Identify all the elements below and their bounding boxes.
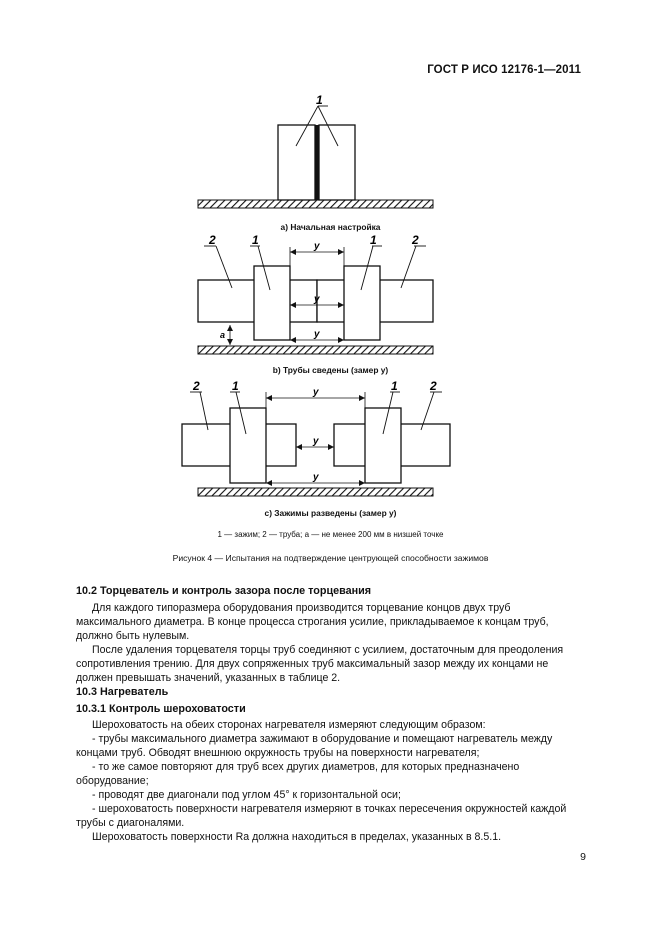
list-item: - шероховатость поверхности нагревателя измеряют в точках пересечения окружностей каждой трубы с диагоналями.: [76, 803, 567, 830]
heading-10-2: 10.2 Торцеватель и контроль зазора после торцевания: [76, 585, 372, 597]
label-gap: y: [314, 241, 320, 252]
label-gap: y: [313, 472, 319, 483]
panel-c-clamps-separated: [182, 379, 450, 496]
list-item: - то же самое повторяют для труб всех других диаметров, для которых предназначено оборудование;: [76, 761, 520, 788]
label-gap: y: [314, 329, 320, 340]
label-clamp: 1: [252, 233, 259, 247]
panel-b-pipes-joined: [198, 233, 433, 354]
list-item: - проводят две диагонали под углом 45° к горизонтальной оси;: [92, 789, 401, 801]
label-pipe: 2: [430, 379, 437, 393]
panel-a-clamp-left: [278, 125, 315, 200]
list-item: - трубы максимального диаметра зажимают в оборудование и помещают нагреватель между концами труб. Обводят внешнюю окружность трубы на поверхности нагревателя;: [76, 733, 553, 760]
heading-10-3: 10.3 Нагреватель: [76, 686, 169, 698]
panel-a-clamp-right: [319, 125, 355, 200]
label-pipe: 2: [193, 379, 200, 393]
label-gap: y: [313, 387, 319, 398]
label-pipe: 2: [412, 233, 419, 247]
panel-c-base-plate: [198, 488, 433, 496]
heading-10-3-1: 10.3.1 Контроль шероховатости: [76, 703, 246, 715]
panel-c-clamp-left: [230, 408, 266, 483]
label-clamp: 1: [370, 233, 377, 247]
panel-c-clamp-right: [365, 408, 401, 483]
panel-b-clamp-left: [254, 266, 290, 340]
panel-a-initial-setup: [198, 93, 433, 208]
paragraph-10-3-1-closing: Шероховатость поверхности Ra должна находиться в пределах, указанных в 8.5.1.: [92, 831, 502, 843]
panel-a-centre-gap: [315, 125, 319, 200]
label-pipe: 2: [209, 233, 216, 247]
label-clamp: 1: [232, 379, 239, 393]
figure-legend: 1 — зажим; 2 — труба; a — не менее 200 мм в низшей точке: [217, 530, 444, 539]
paragraph-10-2-2: После удаления торцевателя торцы труб соединяют с усилием, достаточным для преодоления сопротивления трению. Для двух сопряженных труб максимальный зазор между их концами не должен превышать значений, указанных в таблице 2.: [76, 644, 564, 685]
caption-panel-b: b) Трубы сведены (замер y): [272, 365, 389, 375]
caption-panel-c: c) Зажимы разведены (замер y): [264, 508, 397, 518]
label-height: a: [220, 330, 226, 340]
paragraph-10-3-1-intro: Шероховатость на обеих сторонах нагревателя измеряют следующим образом:: [92, 719, 486, 731]
label-clamp: 1: [391, 379, 398, 393]
paragraph-10-2-1: Для каждого типоразмера оборудования производится торцевание концов двух труб максимального диаметра. В конце процесса строгания усилие, прикладываемое к концам труб, должно быть нулевым.: [76, 602, 549, 643]
document-header: ГОСТ Р ИСО 12176-1—2011: [427, 64, 581, 76]
label-clamp: 1: [316, 93, 323, 107]
label-gap: y: [313, 436, 319, 447]
caption-panel-a: a) Начальная настройка: [280, 222, 381, 232]
figure-title: Рисунок 4 — Испытания на подтверждение центрующей способности зажимов: [172, 553, 489, 563]
panel-a-base-plate: [198, 200, 433, 208]
panel-b-clamp-right: [344, 266, 380, 340]
page-number: 9: [580, 851, 586, 863]
label-gap: y: [314, 294, 320, 305]
panel-b-base-plate: [198, 346, 433, 354]
